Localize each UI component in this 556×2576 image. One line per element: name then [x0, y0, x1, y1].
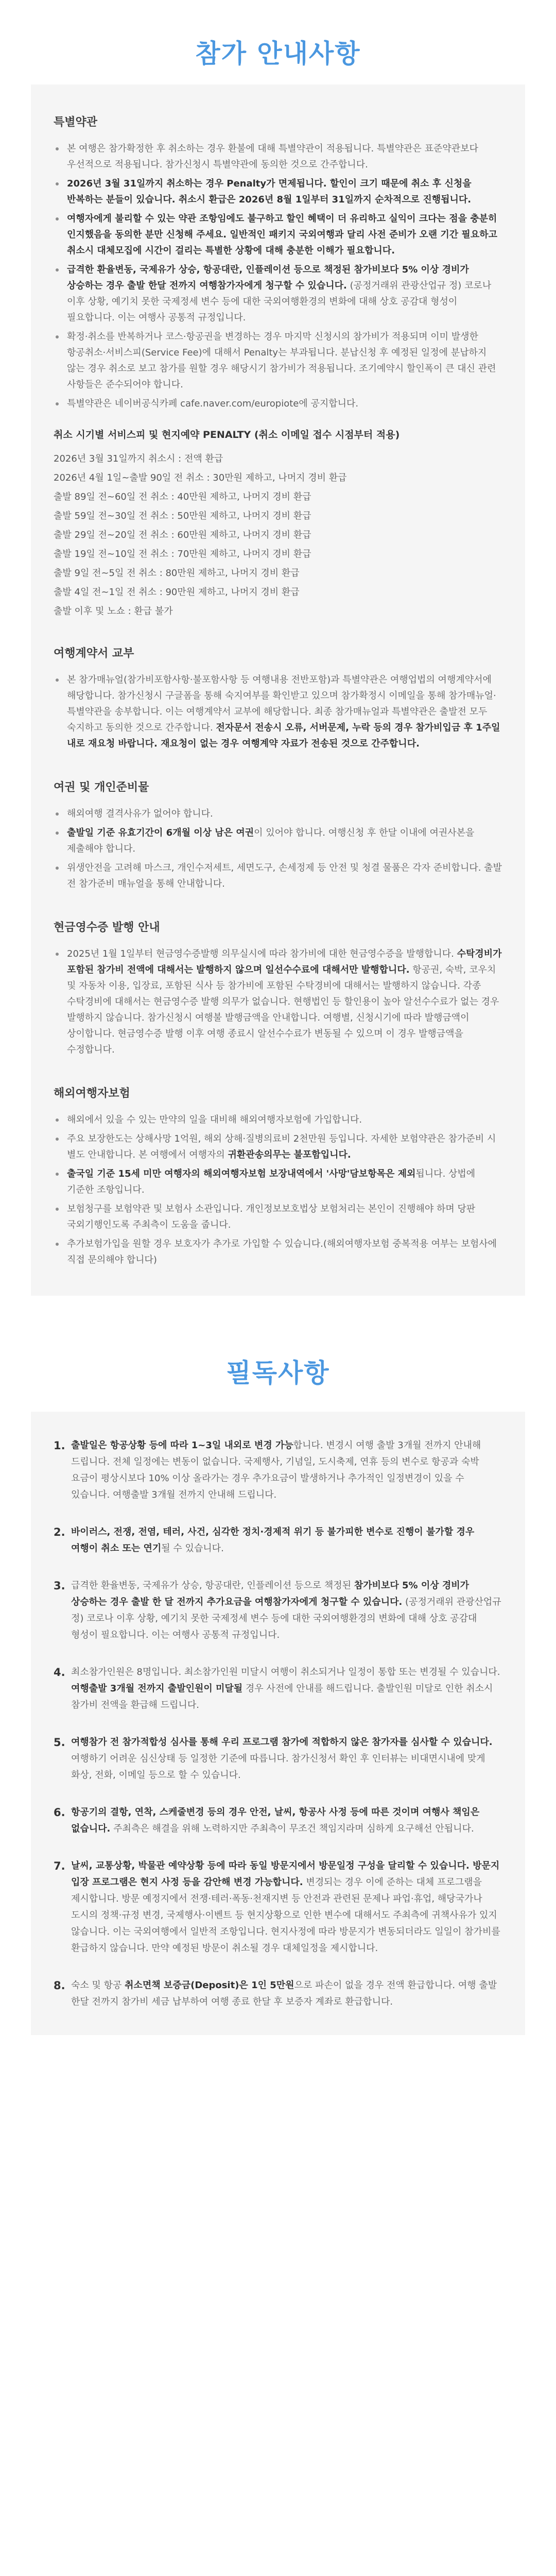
must-read-item [54, 1858, 502, 1957]
penalty-line: 2026년 4월 1일~출발 90일 전 취소 : 30만원 제하고, 나머지 경비 환급 [54, 472, 347, 483]
list-item: 출국일 기준 15세 미만 여행자의 해외여행자보험 보장내역에서 '사망'담보항목은 제외됩니다. 상법에 기준한 조항입니다. [54, 1166, 502, 1198]
list-item: 해외에서 있을 수 있는 만약의 일을 대비해 해외여행자보험에 가입합니다. [54, 1112, 502, 1128]
penalty-title: 취소 시기별 서비스피 및 현지예약 PENALTY (취소 이메일 접수 시점부터 적용) [54, 429, 400, 440]
item-text: 최소참가인원은 8명입니다. 최소참가인원 미달시 여행이 취소되거나 일정이 통합 또는 변경될 수 있습니다. 여행출발 3개월 전까지 출발인원이 미달될 경우 사전에 안내를 해드립니다. 출발인원 미달로 인한 취소시 참가비 전액을 환급해 드립니다. [71, 1667, 500, 1710]
list-item: 위생안전을 고려해 마스크, 개인수저세트, 세면도구, 손세정제 등 안전 및 청결 물품은 각자 준비합니다. 출발 전 참가준비 매뉴얼을 통해 안내합니다. [54, 860, 502, 892]
list-item: 확정·취소를 반복하거나 코스·항공권을 변경하는 경우 마지막 신청시의 참가비가 적용되며 이미 발생한 항공취소·서비스피(Service Fee)에 대해서 Penalty는 부과됩니다. 분납신청 후 예정된 일정에 분납하지 않는 경우 취소로 보고 참가를 원할 경우 해당시기 참가비가 적용됩니다. 조기예약시 할인폭이 큰 대신 관련 사항들은 준수되어야 합니다. [54, 329, 502, 393]
list-item: 2025년 1월 1일부터 현금영수증발행 의무실시에 따라 참가비에 대한 현금영수증을 발행합니다. 수탁경비가 포함된 참가비 전액에 대해서는 발행하지 않으며 일선수수료에 대해서만 발행합니다. 항공권, 숙박, 코우치 및 자동차 이용, 입장료, 포함된 식사 등 참가비에 포함된 수탁경비에 대해서는 발행하지 않습니다. 각종 수탁경비에 대해서는 현금영수증 발행 의무가 없습니다. 현행법인 등 할인용이 높아 알선수수료가 없는 경우 발행하지 않습니다. 참가신청시 여행불 발행금액을 안내합니다. 여행별, 신청시기에 따라 발행금액이 상이합니다. 현금영수증 발행 이후 여행 종료시 알선수수료가 변동될 수 있으며 이 경우 발행금액을 수정합니다. [54, 946, 502, 1058]
item-number: 7. [54, 1860, 65, 1872]
penalty-line: 출발 4일 전~1일 전 취소 : 90만원 제하고, 나머지 경비 환급 [54, 587, 300, 598]
list-item: 보험청구를 보험약관 및 보험사 소관입니다. 개인정보보호법상 보험처리는 본인이 진행해야 하며 당판 국외기행인도록 주최측이 도움을 줍니다. [54, 1201, 502, 1233]
item-number: 2. [54, 1526, 65, 1538]
must-read-item [54, 1734, 502, 1784]
contract-head: 여행계약서 교부 [54, 647, 134, 660]
item-text: 출발일은 항공상황 등에 따라 1~3일 내외로 변경 가능합니다. 변경시 여행 출발 3개월 전까지 안내해 드립니다. 전체 일정에는 변동이 없습니다. 국제행사, 기념일, 도시축제, 연휴 등의 변수로 항공과 숙박 요금이 평상시보다 10% 이상 올라가는 경우 추가요금이 발생하거나 추가적인 일정변경이 있을 수 있습니다. 여행출발 3개월 전까지 안내해 드립니다. [71, 1440, 481, 1500]
item-text: 숙소 및 항공 취소면책 보증금(Deposit)은 1인 5만원으로 파손이 없을 경우 전액 환급합니다. 여행 출발 한달 전까지 참가비 세금 납부하여 여행 종료 한달 후 보증자 계좌로 환급합니다. [71, 1980, 497, 2007]
special-terms-list [54, 141, 502, 412]
must-read-item [54, 1664, 502, 1714]
list-item: 여행자에게 불리할 수 있는 약관 조항임에도 불구하고 할인 혜택이 더 유리하고 실익이 크다는 점을 충분히 인지했음을 동의한 분만 신청해 주세요. 일반적인 패키지 국외여행과 달리 사전 준비가 오랜 기간 필요하고 취소시 대체모집에 시간이 걸리는 특별한 상황에 대해 충분한 이해가 필요합니다. [54, 211, 502, 259]
penalty-line: 2026년 3월 31일까지 취소시 : 전액 환급 [54, 453, 223, 464]
list-item: 주요 보장한도는 상해사망 1억원, 해외 상해·질병의료비 2천만원 등입니다. 자세한 보험약관은 참가준비 시 별도 안내합니다. 본 여행에서 여행자의 귀환관송의무는 불포함입니다. [54, 1131, 502, 1163]
section-title-info: 참가 안내사항 [195, 39, 361, 69]
list-item: 추가보험가입을 원할 경우 보호자가 추가로 가입할 수 있습니다.(해외여행자보험 중복적용 여부는 보험사에 직접 문의해야 합니다) [54, 1236, 502, 1268]
must-read-item [54, 1437, 502, 1503]
contract-list [54, 672, 502, 752]
item-number: 1. [54, 1439, 65, 1452]
insurance-list [54, 1112, 502, 1268]
special-terms-head: 특별약관 [54, 116, 98, 129]
penalty-line: 출발 19일 전~10일 전 취소 : 70만원 제하고, 나머지 경비 환급 [54, 549, 311, 560]
section-title-must-read: 필독사항 [226, 1358, 330, 1388]
item-text: 항공기의 결항, 연착, 스케줄변경 등의 경우 안전, 날씨, 항공사 사정 등에 따른 것이며 여행사 책임은 없습니다. 주최측은 해결을 위해 노력하지만 주최측이 무조건 책임지라며 심하게 요구해선 안됩니다. [71, 1807, 480, 1834]
receipt-list [54, 946, 502, 1058]
list-item: 해외여행 결격사유가 없어야 합니다. [54, 806, 502, 822]
list-item: 2026년 3월 31일까지 취소하는 경우 Penalty가 면제됩니다. 할인이 크기 때문에 취소 후 신청을 반복하는 분들이 있습니다. 취소시 환급은 2026년 8월 1일부터 31일까지 순차적으로 진행됩니다. [54, 176, 502, 208]
penalty-line: 출발 29일 전~20일 전 취소 : 60만원 제하고, 나머지 경비 환급 [54, 530, 311, 540]
insurance-head: 해외여행자보험 [54, 1087, 130, 1100]
penalty-line: 출발 이후 및 노쇼 : 환급 불가 [54, 606, 173, 617]
item-number: 3. [54, 1580, 65, 1592]
must-read-item [54, 1524, 502, 1557]
list-item: 급격한 환율변동, 국제유가 상승, 항공대란, 인플레이션 등으로 책정된 참가비보다 5% 이상 경비가 상승하는 경우 출발 한달 전까지 여행참가자에게 청구할 수 있습니다. (공정거래위 관광산업규 정) 코로나 이후 상황, 예기치 못한 국제정세 변수 등에 대한 국외여행환경의 변화에 대해 상호 공감대 형성이 필요합니다. 이는 여행사 공통적 규정입니다. [54, 262, 502, 326]
item-text: 바이러스, 전쟁, 전염, 테러, 사건, 심각한 정치·경제적 위기 등 불가피한 변수로 진행이 불가할 경우 여행이 취소 또는 연기될 수 있습니다. [71, 1527, 475, 1554]
card-info [31, 84, 525, 1296]
penalty-line: 출발 59일 전~30일 전 취소 : 50만원 제하고, 나머지 경비 환급 [54, 511, 311, 521]
item-text: 날씨, 교통상황, 박물관 예약상황 등에 따라 동일 방문지에서 방문일정 구성을 달리할 수 있습니다. 방문지 입장 프로그램은 현지 사정 등을 감안해 변경 가능합니다. 변경되는 경우 이에 준하는 대체 프로그램을 제시합니다. 방문 예정지에서 전쟁·테러·폭동·천재지변 등 안전과 관련된 문제나 파업·휴업, 해당국가나 도시의 정책·규정 변경, 국제행사·이벤트 등 현지상황으로 인한 변수에 대해서도 주최측에 귀책사유가 있지 않습니다. 이는 국외여행에서 일반적 조항입니다. 현지사정에 따라 방문지가 변동되더라도 일일이 참가비를 환급하지 않습니다. 만약 예정된 방문이 취소될 경우 대체일정을 제시합니다. [71, 1860, 500, 1954]
must-read-item [54, 1804, 502, 1837]
list-item: 특별약관은 네이버공식카페 cafe.naver.com/europiote에 공지합니다. [54, 396, 502, 412]
list-item: 본 참가매뉴얼(참가비포함사항·불포함사항 등 여행내용 전반포함)과 특별약관은 여행업법의 여행계약서에 해당합니다. 참가신청시 구글폼을 통해 숙지여부를 확인받고 있으며 참가확정시 이메일을 통해 참가매뉴얼·특별약관을 송부합니다. 이는 여행계약서 교부에 해당합니다. 최종 참가매뉴얼과 특별약관은 출발전 모두 숙지하고 동의한 것으로 간주합니다. 전자문서 전송시 오류, 서버문제, 누락 등의 경우 참가비입금 후 1주일 내로 재요청 바랍니다. 재요청이 없는 경우 여행계약 자료가 전송된 것으로 간주합니다. [54, 672, 502, 752]
receipt-head: 현금영수증 발행 안내 [54, 921, 160, 934]
item-number: 8. [54, 1979, 65, 1992]
penalty-line: 출발 89일 전~60일 전 취소 : 40만원 제하고, 나머지 경비 환급 [54, 492, 311, 502]
item-number: 4. [54, 1666, 65, 1679]
item-text: 급격한 환율변동, 국제유가 상승, 항공대란, 인플레이션 등으로 책정된 참가비보다 5% 이상 경비가 상승하는 경우 출발 한 달 전까지 추가요금을 여행참가자에게 청구할 수 있습니다. (공정거래위 관광산업규 정) 코로나 이후 상황, 예기치 못한 국제정세 변수 등에 대한 국외여행환경의 변화에 대해 상호 공감대 형성이 필요합니다. 이는 여행사 공통적 규정입니다. [71, 1580, 501, 1640]
must-read-item [54, 1977, 502, 2010]
penalty-table [54, 449, 502, 621]
passport-head: 여권 및 개인준비물 [54, 781, 149, 794]
must-read-item [54, 1578, 502, 1643]
passport-list [54, 806, 502, 892]
item-text: 여행참가 전 참가적합성 심사를 통해 우리 프로그램 참가에 적합하지 않은 참가자를 심사할 수 있습니다. 여행하기 어려운 심신상태 등 일정한 기준에 따릅니다. 참가신청서 확인 후 인터뷰는 비대면시내에 맞게 화상, 전화, 이메일 등으로 할 수 있습니다. [71, 1737, 493, 1781]
list-item: 출발일 기준 유효기간이 6개월 이상 남은 여권이 있어야 합니다. 여행신청 후 한달 이내에 여권사본을 제출해야 합니다. [54, 825, 502, 857]
list-item: 본 여행은 참가확정한 후 취소하는 경우 환불에 대해 특별약관이 적용됩니다. 특별약관은 표준약관보다 우선적으로 적용됩니다. 참가신청시 특별약관에 동의한 것으로 간주합니다. [54, 141, 502, 173]
must-read-list [31, 1412, 525, 2035]
item-number: 5. [54, 1736, 65, 1749]
item-number: 6. [54, 1806, 65, 1819]
penalty-line: 출발 9일 전~5일 전 취소 : 80만원 제하고, 나머지 경비 환급 [54, 568, 300, 579]
